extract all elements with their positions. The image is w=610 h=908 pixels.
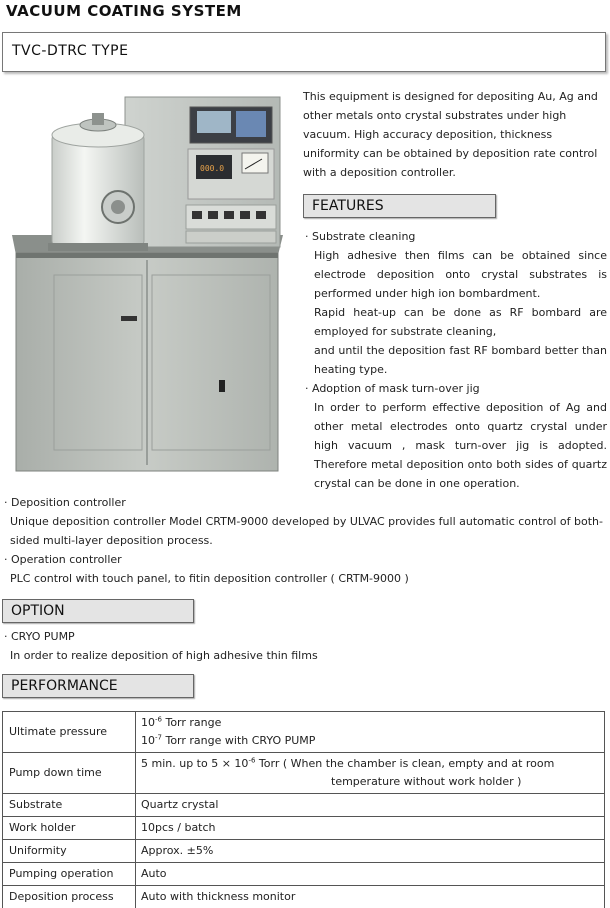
row-label: Substrate <box>3 794 136 817</box>
lower-features <box>2 493 606 588</box>
bell-jar <box>52 135 144 245</box>
table-row <box>3 817 605 840</box>
option-block <box>2 627 602 665</box>
feature-body: In order to perform effective deposition of Ag and other metal electrodes onto quartz crystal under high vacuum , mask turn-over jig is adopted. Therefore metal deposition onto both sides of quartz crystal can be done in one operation. <box>314 401 607 490</box>
performance-header <box>2 674 194 698</box>
performance-heading: PERFORMANCE <box>11 678 118 694</box>
row-value: Auto <box>136 863 605 886</box>
option-heading: OPTION <box>11 603 65 619</box>
table-row <box>3 886 605 908</box>
page-title: VACUUM COATING SYSTEM <box>6 2 242 20</box>
feature-body: Rapid heat-up can be done as RF bombard are employed for substrate cleaning, <box>314 306 607 338</box>
row-value: Quartz crystal <box>136 794 605 817</box>
meter-reading: 000.0 <box>200 164 225 173</box>
table-row <box>3 863 605 886</box>
feature-title-substrate-cleaning: · Substrate cleaning <box>305 230 416 243</box>
feature-body: High adhesive then films can be obtained since electrode deposition onto crystal substrates is performed under high ion bombardment. <box>314 249 607 300</box>
feature-body: Unique deposition controller Model CRTM-9000 developed by ULVAC provides full automatic control of both-sided multi-layer deposition process. <box>10 515 603 547</box>
feature-title-deposition-controller: · Deposition controller <box>4 496 126 509</box>
row-value: $10^{-6}$ Torr range $10^{-7}$ Torr range with CRYO PUMP <box>136 712 605 753</box>
option-body: In order to realize deposition of high adhesive thin films <box>10 649 318 662</box>
features-heading: FEATURES <box>312 198 384 214</box>
row-value: 5 min. up to $5 \times 10^{-6}$ Torr ( When the chamber is clean, empty and at room temperature without work holder ) <box>136 753 605 794</box>
intro-text: This equipment is designed for depositing Au, Ag and other metals onto crystal substrates under high vacuum. High accuracy deposition, thickness uniformity can be obtained by deposition rate control with a deposition controller. <box>303 90 598 179</box>
row-label: Ultimate pressure <box>3 712 136 753</box>
option-header <box>2 599 194 623</box>
features-header <box>303 194 496 218</box>
row-value: Auto with thickness monitor <box>136 886 605 908</box>
cabinet-handle-left <box>121 316 137 321</box>
performance-table <box>2 711 605 908</box>
row-label: Uniformity <box>3 840 136 863</box>
row-value: 10pcs / batch <box>136 817 605 840</box>
feature-title-operation-controller: · Operation controller <box>4 553 122 566</box>
row-label: Pump down time <box>3 753 136 794</box>
features-list <box>303 227 607 493</box>
row-value: Approx. ±5% <box>136 840 605 863</box>
row-label: Work holder <box>3 817 136 840</box>
cabinet-switch <box>219 380 225 392</box>
row-label: Pumping operation <box>3 863 136 886</box>
table-row <box>3 840 605 863</box>
row-label: Deposition process <box>3 886 136 908</box>
feature-body: and until the deposition fast RF bombard better than heating type. <box>314 344 607 376</box>
table-row <box>3 712 605 753</box>
feature-body: PLC control with touch panel, to fitin deposition controller ( CRTM-9000 ) <box>10 572 409 585</box>
type-label: TVC-DTRC TYPE <box>12 43 129 59</box>
equipment-photo <box>10 95 285 473</box>
table-row <box>3 794 605 817</box>
option-title: · CRYO PUMP <box>4 630 75 643</box>
feature-title-mask-jig: · Adoption of mask turn-over jig <box>305 382 480 395</box>
table-row <box>3 753 605 794</box>
type-banner <box>2 32 606 72</box>
